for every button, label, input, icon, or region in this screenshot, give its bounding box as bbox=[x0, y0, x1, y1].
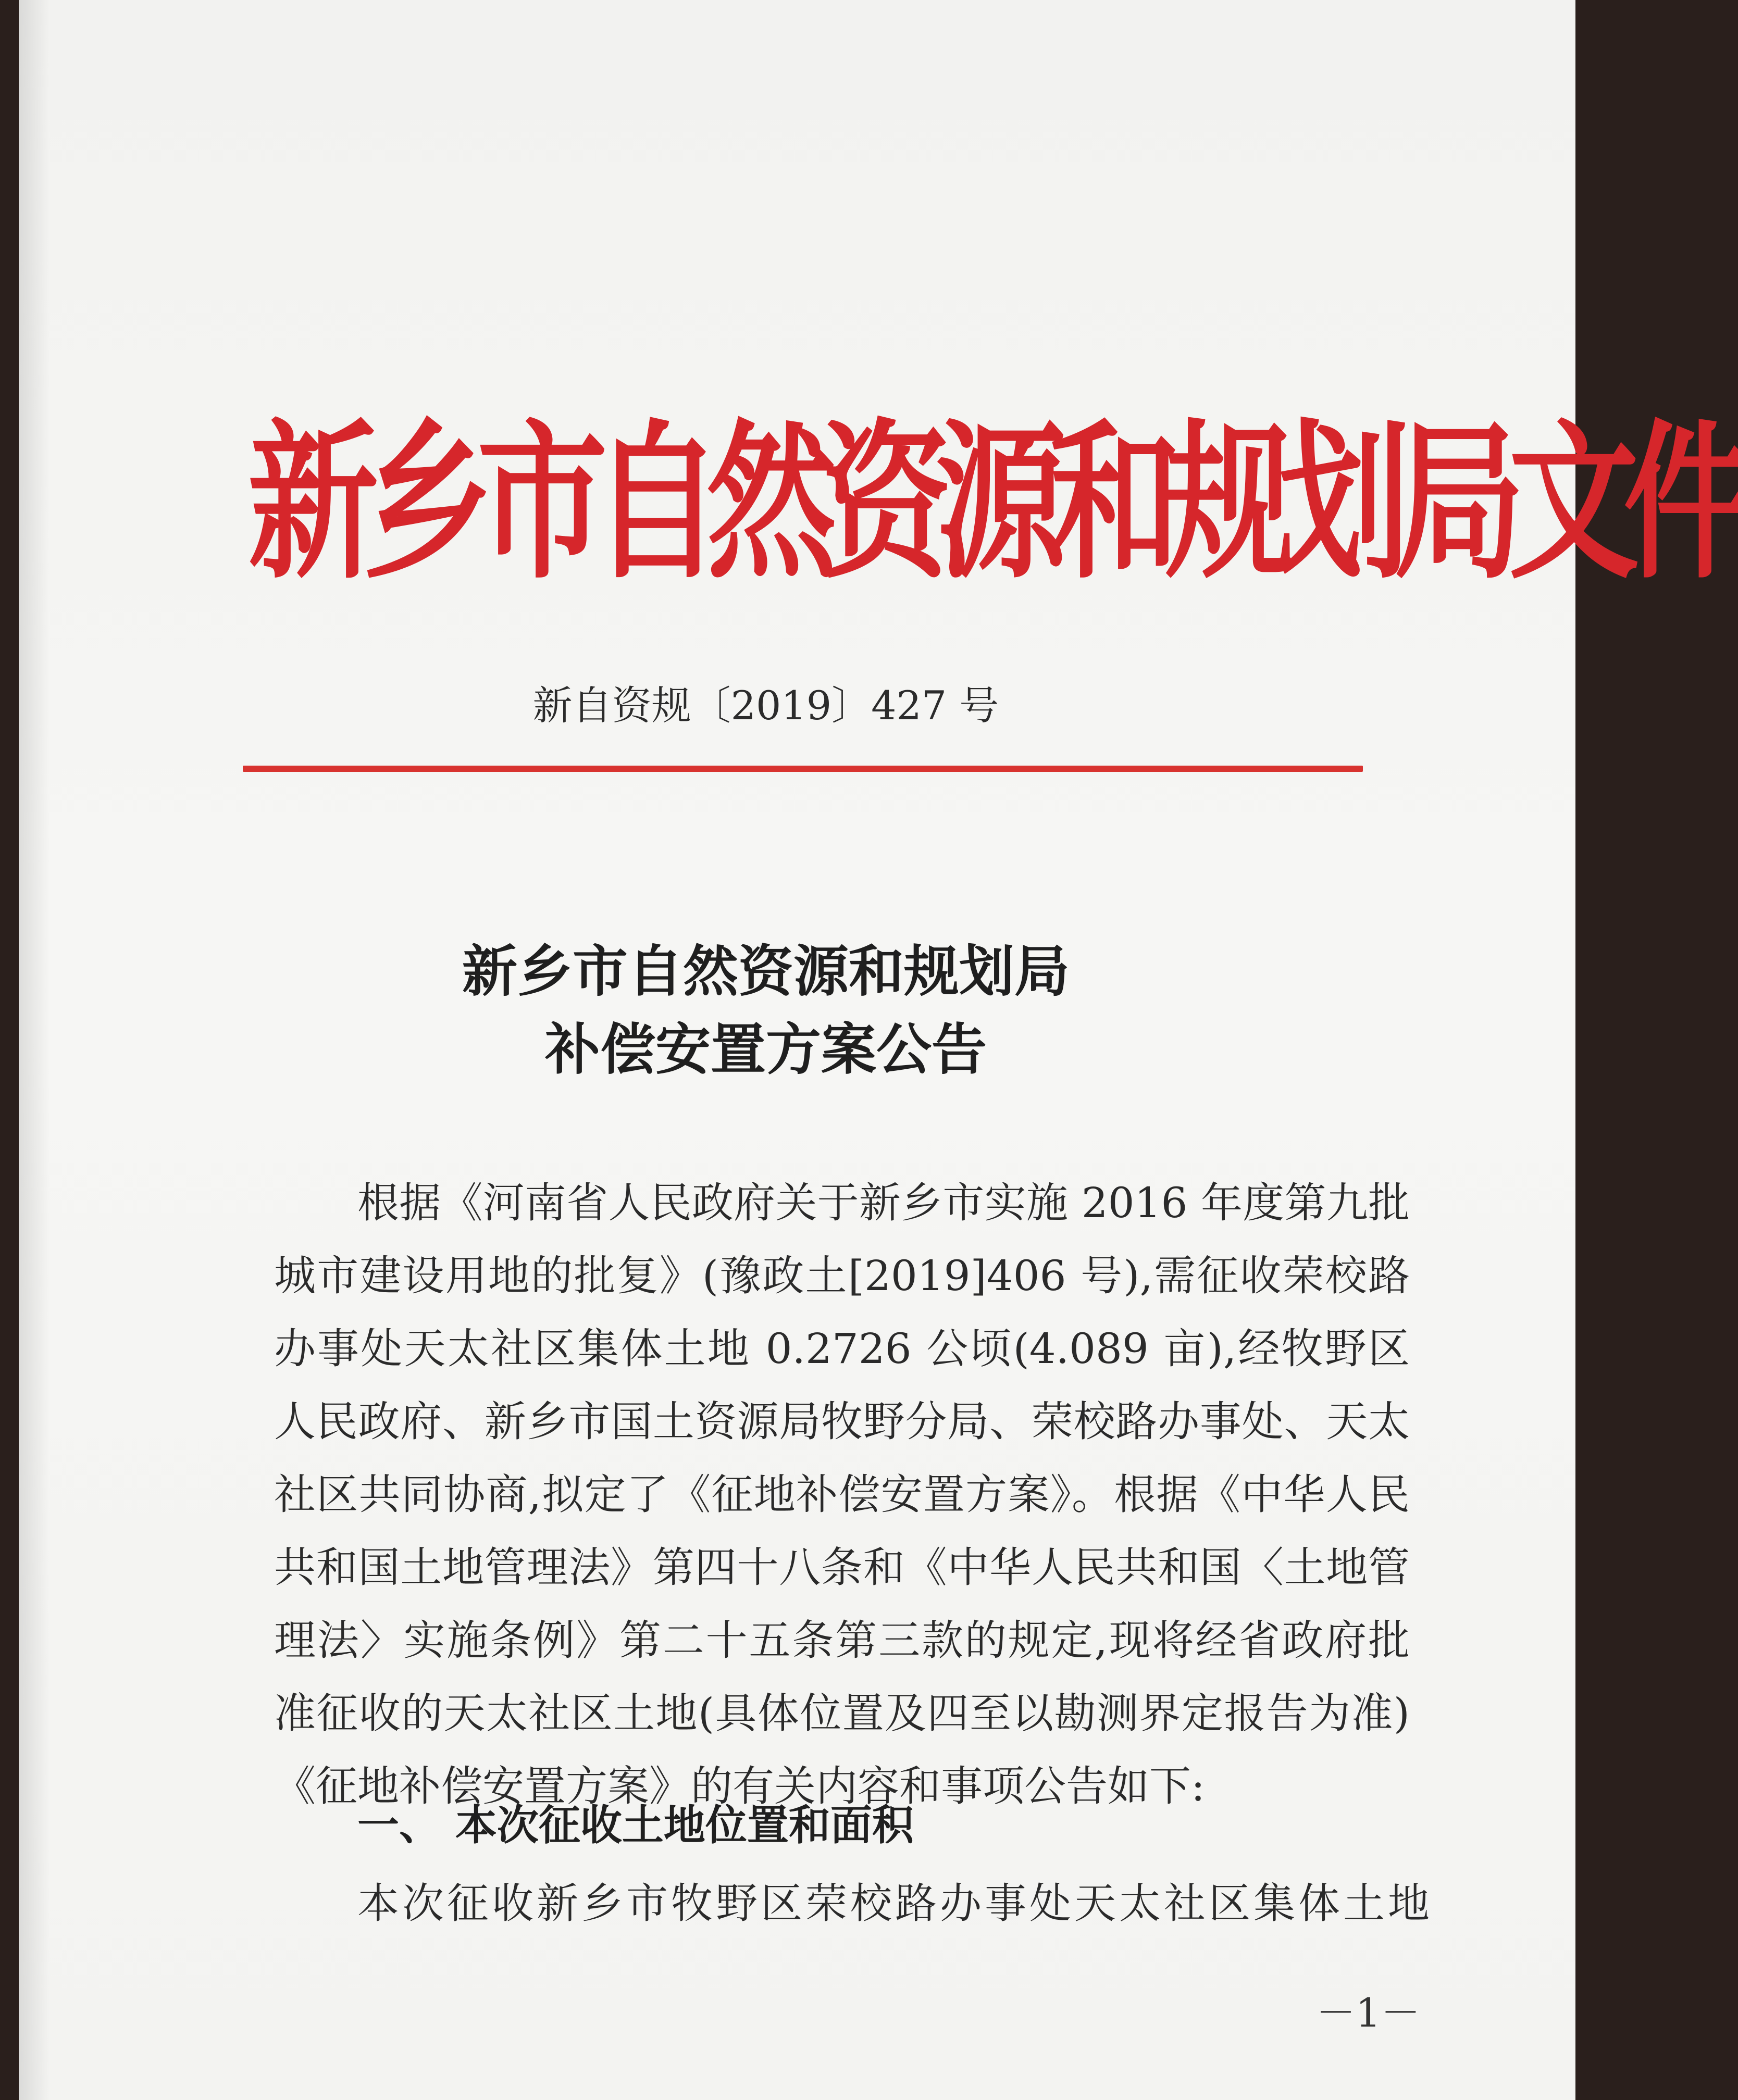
red-divider-line bbox=[243, 766, 1363, 772]
page-number: －1－ bbox=[1316, 1990, 1421, 2036]
document-number: 新自资规〔2019〕427 号 bbox=[532, 682, 999, 729]
document-page bbox=[19, 0, 1738, 2100]
issuer-banner: 新乡市自然资源和规划局文件 bbox=[248, 402, 1738, 602]
notice-title-line1: 新乡市自然资源和规划局 bbox=[462, 939, 1070, 1004]
body-text bbox=[274, 1167, 1410, 1823]
paragraph-1: 根据《河南省人民政府关于新乡市实施 2016 年度第九批城市建设用地的批复》(豫政土[2019]406 号),需征收荣校路办事处天太社区集体土地 0.2726 公顷(4.089 亩),经牧野区人民政府、新乡市国土资源局牧野分局、荣校路办事处、天太社区共同协商,拟定了《征地补偿安置方案》。根据《中华人民共和国土地管理法》第四十八条和《中华人民共和国〈土地管理法〉实施条例》第二十五条第三款的规定,现将经省政府批准征收的天太社区土地(具体位置及四至以勘测界定报告为准)《征地补偿安置方案》的有关内容和事项公告如下: bbox=[274, 1179, 1410, 1810]
section-1-heading: 一、 本次征收土地位置和面积 bbox=[357, 1801, 914, 1849]
section-1-text: 本次征收新乡市牧野区荣校路办事处天太社区集体土地 bbox=[357, 1879, 1433, 1928]
notice-title-line2: 补偿安置方案公告 bbox=[545, 1017, 987, 1082]
